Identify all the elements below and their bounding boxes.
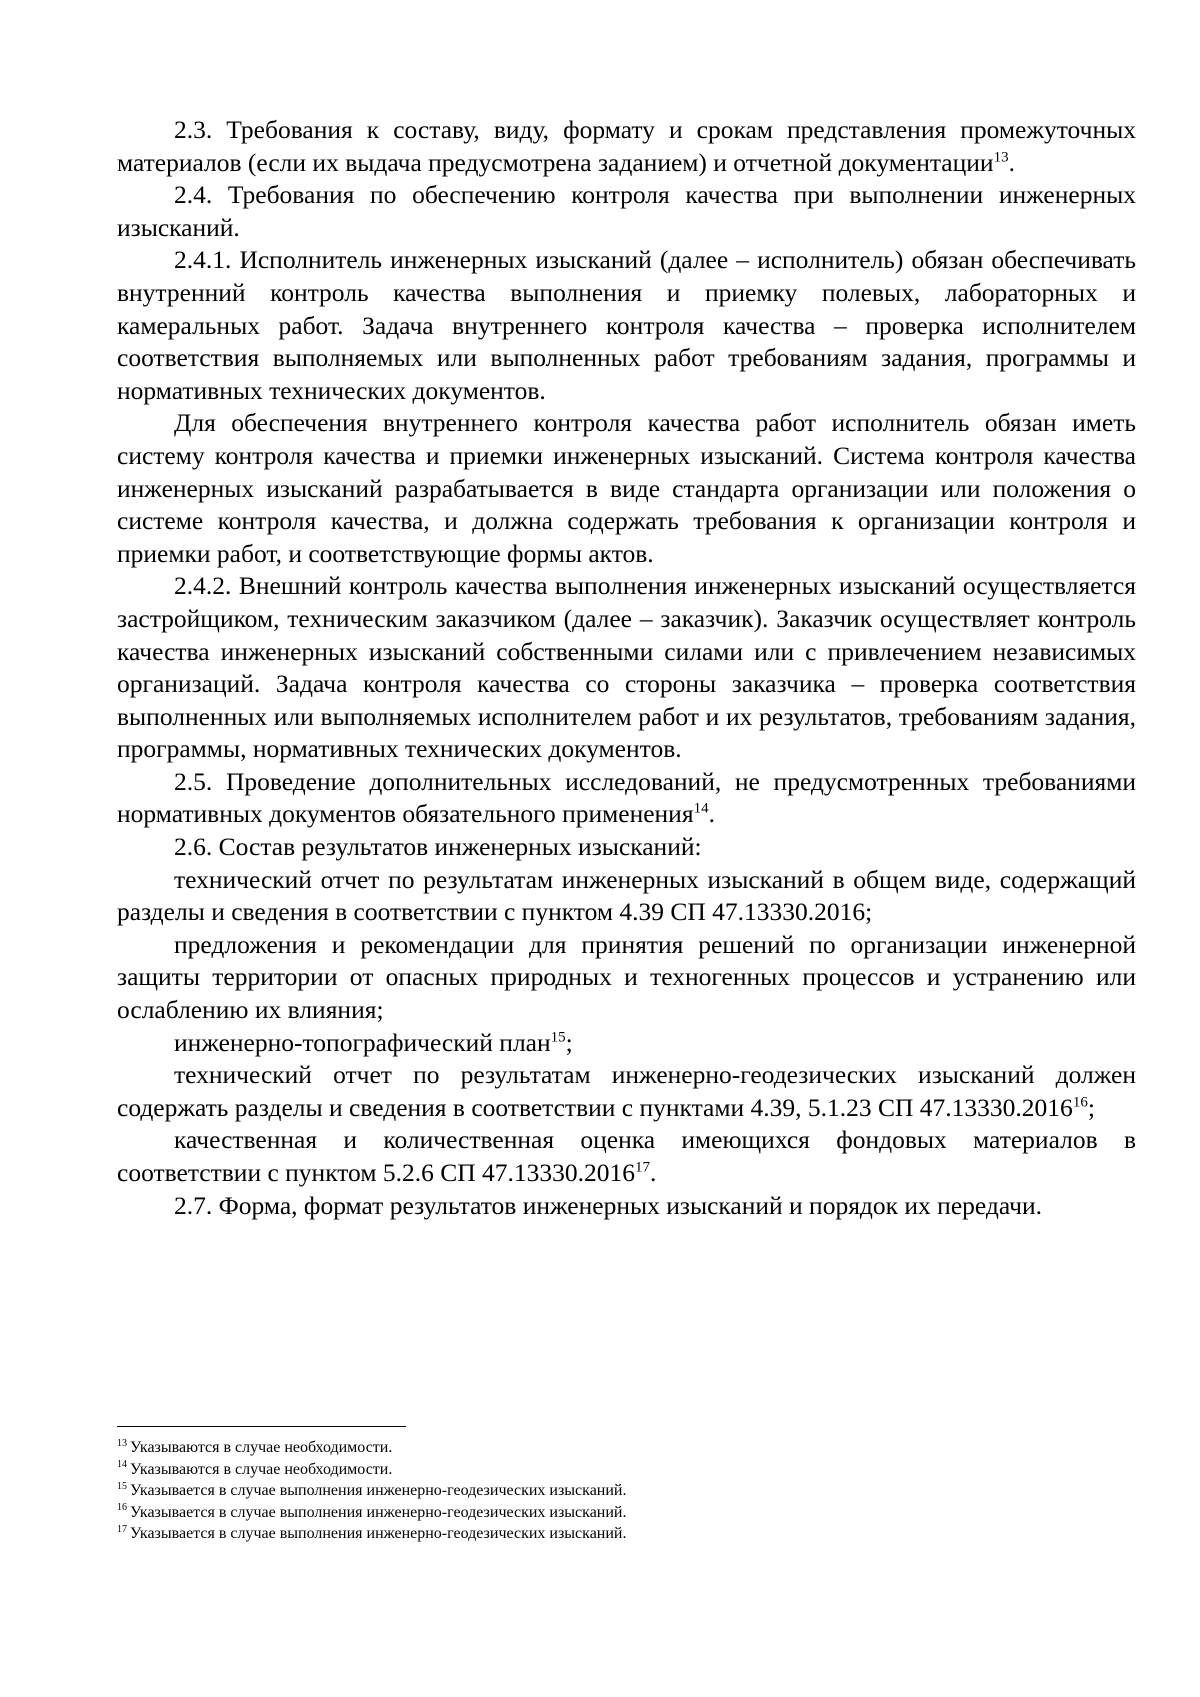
paragraph-tail: ;	[1087, 1092, 1095, 1122]
footnote-separator	[117, 1426, 406, 1427]
paragraph-tail: .	[650, 1158, 657, 1187]
footnote-13	[117, 1437, 1136, 1459]
footnote-number: 16	[117, 1502, 127, 1514]
paragraph-2-4-1	[117, 244, 1136, 407]
footnote-number: 13	[117, 1437, 127, 1449]
paragraph-text: 2.4. Требования по обеспечению контроля качества при выполнении инженерных изысканий.	[117, 180, 1136, 242]
footnotes-section	[117, 1426, 1136, 1545]
footnote-15	[117, 1480, 1136, 1502]
footnote-16	[117, 1502, 1136, 1524]
list-item-fund-materials	[117, 1124, 1136, 1189]
list-item-proposals	[117, 929, 1136, 1027]
list-item-technical-report	[117, 864, 1136, 929]
paragraph-text: 2.7. Форма, формат результатов инженерных изысканий и порядок их передачи.	[174, 1190, 1042, 1220]
paragraph-tail: .	[1008, 147, 1015, 177]
footnote-number: 15	[117, 1480, 127, 1492]
footnote-14	[117, 1459, 1136, 1481]
footnote-ref-16[interactable]: 16	[1072, 1094, 1088, 1111]
footnote-text: Указывается в случае выполнения инженерно-геодезических изысканий.	[130, 1503, 627, 1521]
paragraph-text: технический отчет по результатам инженерных изысканий в общем виде, содержащий разделы и сведения в соответствии с пунктом 4.39 СП 47.13330.2016;	[117, 864, 1136, 927]
paragraph-text: 2.4.2. Внешний контроль качества выполнения инженерных изысканий осуществляется застройщиком, техническим заказчиком (далее – заказчик). Заказчик осуществляет контроль качества инженерных изысканий собственными силами или с привлечением независимых организаций. Задача контроля качества со стороны заказчика – проверка соответствия выполненных или выполняемых исполнителем работ и их результатов, требованиям задания, программы, нормативных технических документов.	[117, 571, 1136, 764]
footnote-text: Указываются в случае необходимости.	[130, 1439, 393, 1456]
paragraph-text: 2.6. Состав результатов инженерных изысканий:	[174, 832, 702, 862]
footnote-text: Указываются в случае необходимости.	[130, 1460, 393, 1478]
footnote-ref-17[interactable]: 17	[635, 1159, 651, 1176]
list-item-topographic-plan	[117, 1027, 1136, 1060]
paragraph-text: качественная и количественная оценка имеющихся фондовых материалов в соответствии с пунктом 5.2.6 СП 47.13330.2016	[117, 1125, 1136, 1187]
footnote-text: Указывается в случае выполнения инженерно-геодезических изысканий.	[130, 1482, 627, 1499]
footnote-ref-15[interactable]: 15	[550, 1029, 566, 1046]
paragraph-text: 2.3. Требования к составу, виду, формату и срокам представления промежуточных материалов (если их выдача предусмотрена заданием) и отчетной документации	[117, 115, 1136, 177]
footnote-text: Указывается в случае выполнения инженерно-геодезических изысканий.	[130, 1525, 627, 1542]
paragraph-2-4	[117, 179, 1136, 244]
paragraph-tail: ;	[565, 1027, 573, 1057]
paragraph-2-7	[117, 1190, 1136, 1223]
paragraph-2-4-2	[117, 570, 1136, 766]
footnote-ref-14[interactable]: 14	[693, 800, 709, 817]
paragraph-internal-control-system	[117, 407, 1136, 570]
paragraph-text: 2.5. Проведение дополнительных исследований, не предусмотренных требованиями нормативных документов обязательного применения	[117, 766, 1136, 829]
paragraph-2-3	[117, 114, 1136, 179]
document-body	[117, 114, 1136, 1222]
paragraph-2-5	[117, 766, 1136, 831]
paragraph-text: Для обеспечения внутреннего контроля качества работ исполнитель обязан иметь систему контроля качества и приемки инженерных изысканий. Система контроля качества инженерных изысканий разрабатывается в виде стандарта организации или положения о системе контроля качества, и должна содержать требования к организации контроля и приемки работ, и соответствующие формы актов.	[117, 408, 1136, 568]
list-item-geodetic-report	[117, 1059, 1136, 1124]
footnote-17	[117, 1523, 1136, 1545]
paragraph-2-6	[117, 831, 1136, 864]
footnote-number: 14	[117, 1459, 127, 1471]
footnote-number: 17	[117, 1523, 127, 1535]
paragraph-text: технический отчет по результатам инженерно-геодезических изысканий должен содержать разделы и сведения в соответствии с пунктами 4.39, 5.1.23 СП 47.13330.2016	[117, 1060, 1136, 1122]
paragraph-text: предложения и рекомендации для принятия решений по организации инженерной защиты территории от опасных природных и техногенных процессов и устранению или ослаблению их влияния;	[117, 929, 1136, 1025]
paragraph-tail: .	[708, 799, 715, 829]
paragraph-text: инженерно-топографический план	[174, 1027, 551, 1057]
footnote-ref-13[interactable]: 13	[993, 149, 1009, 166]
paragraph-text: 2.4.1. Исполнитель инженерных изысканий (далее – исполнитель) обязан обеспечивать внутренний контроль качества выполнения и приемку полевых, лабораторных и камеральных работ. Задача внутреннего контроля качества – проверка исполнителем соответствия выполняемых или выполненных работ требованиям задания, программы и нормативных технических документов.	[117, 245, 1136, 405]
